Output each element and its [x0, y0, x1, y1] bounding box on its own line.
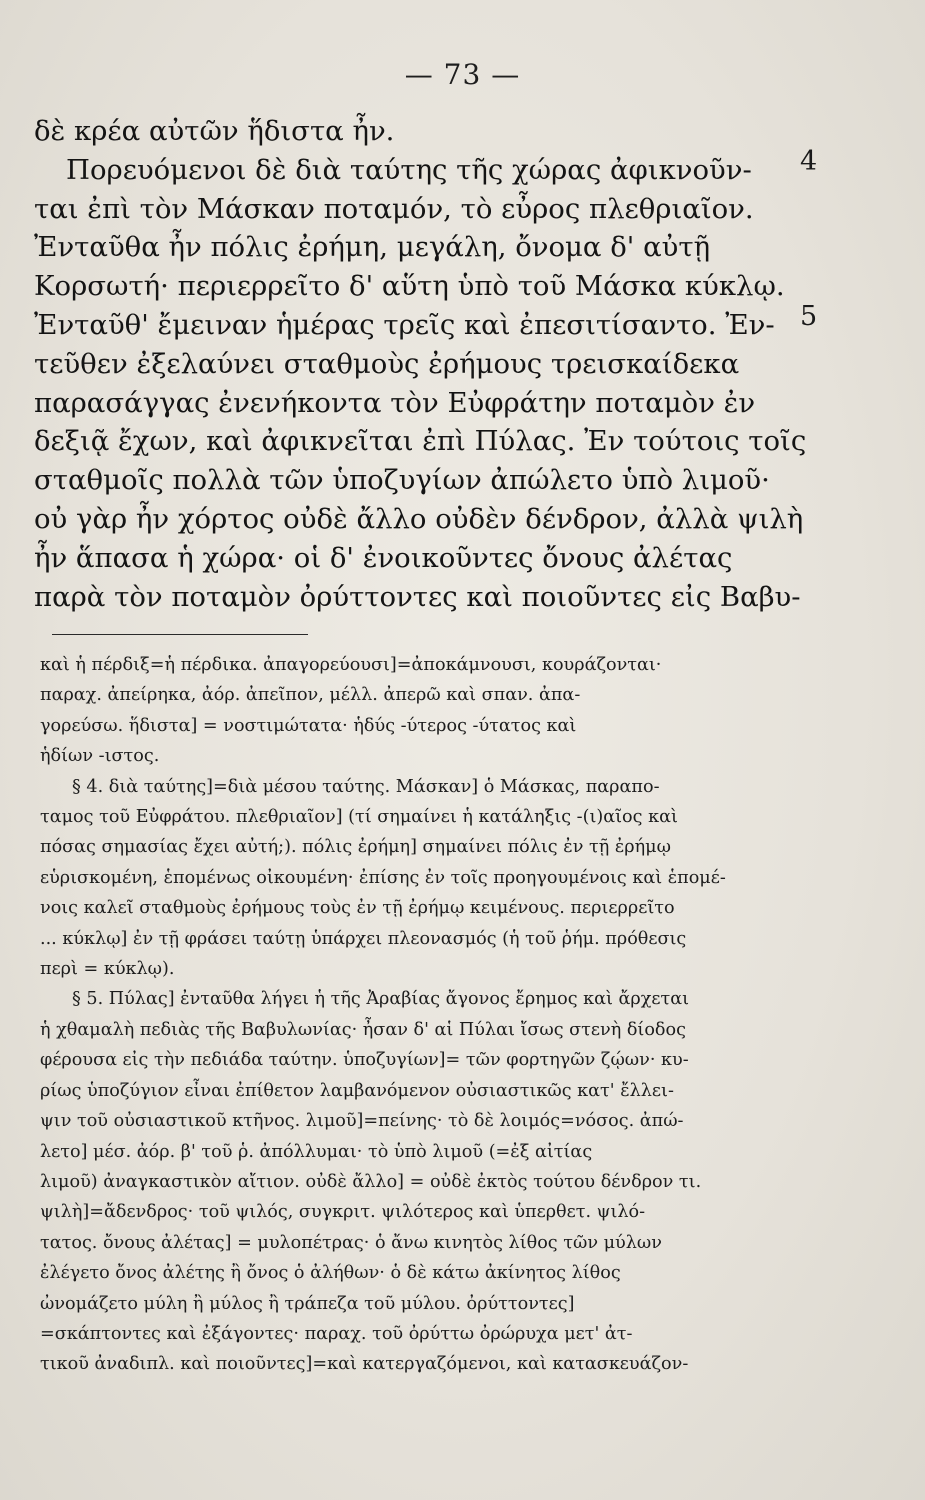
main-line: ται ἐπὶ τὸν Μάσκαν ποταμόν, τὸ εὖρος πλεθριαῖον.: [34, 192, 754, 225]
note-line: λιμοῦ) ἀναγκαστικὸν αἴτιον. οὐδὲ ἄλλο] = οὐδὲ ἐκτὸς τούτου δένδρον τι.: [40, 1171, 702, 1192]
page-number: — 73 —: [404, 58, 521, 91]
note-line: ἡδίων -ιστος.: [40, 746, 160, 767]
main-line: σταθμοῖς πολλὰ τῶν ὑποζυγίων ἀπώλετο ὑπὸ λιμοῦ·: [34, 464, 770, 497]
main-line: παρὰ τὸν ποταμὸν ὀρύττοντες καὶ ποιοῦντες εἰς Βαβυ-: [34, 580, 801, 613]
main-line: Ἐνταῦθα ἦν πόλις ἐρήμη, μεγάλη, ὄνομα δ' αὐτῇ: [34, 231, 711, 264]
main-line: τεῦθεν ἐξελαύνει σταθμοὺς ἐρήμους τρεισκαίδεκα: [34, 347, 740, 380]
note-line: ὠνομάζετο μύλη ἢ μύλος ἢ τράπεζα τοῦ μύλου. ὀρύττοντες]: [40, 1293, 575, 1314]
commentary-notes: [40, 650, 860, 1380]
note-line: λετο] μέσ. ἀόρ. β' τοῦ ῥ. ἀπόλλυμαι· τὸ ὑπὸ λιμοῦ (=ἐξ αἰτίας: [40, 1141, 593, 1162]
main-line: οὐ γὰρ ἦν χόρτος οὐδὲ ἄλλο οὐδὲν δένδρον, ἀλλὰ ψιλὴ: [34, 502, 804, 535]
note-line: ρίως ὑποζύγιον εἶναι ἐπίθετον λαμβανόμενον οὐσιαστικῶς κατ' ἔλλει-: [40, 1080, 674, 1101]
main-line: παρασάγγας ἐνενήκοντα τὸν Εὐφράτην ποταμὸν ἐν: [34, 386, 756, 419]
note-line: καὶ ἡ πέρδιξ=ἡ πέρδικα. ἀπαγορεύουσι]=ἀποκάμνουσι, κουράζονται·: [40, 655, 662, 675]
main-line: Ἐνταῦθ' ἔμειναν ἡμέρας τρεῖς καὶ ἐπεσιτίσαντο. Ἐν-: [34, 308, 775, 341]
note-line: πόσας σημασίας ἔχει αὐτή;). πόλις ἐρήμη] σημαίνει πόλις ἐν τῇ ἐρήμῳ: [40, 837, 671, 858]
note-line: § 5. Πύλας] ἐνταῦθα λήγει ἡ τῆς Ἀραβίας ἄγονος ἔρημος καὶ ἄρχεται: [72, 989, 690, 1010]
note-line: ... κύκλῳ] ἐν τῇ φράσει ταύτῃ ὑπάρχει πλεονασμός (ἡ τοῦ ῥήμ. πρόθεσις: [40, 928, 687, 949]
note-line: τατος. ὄνους ἀλέτας] = μυλοπέτρας· ὁ ἄνω κινητὸς λίθος τῶν μύλων: [40, 1232, 662, 1253]
main-line: ἦν ἅπασα ἡ χώρα· οἱ δ' ἐνοικοῦντες ὄνους ἀλέτας: [34, 541, 733, 574]
main-line: δεξιᾷ ἔχων, καὶ ἀφικνεῖται ἐπὶ Πύλας. Ἐν τούτοις τοῖς: [34, 425, 807, 458]
main-line: δὲ κρέα αὐτῶν ἥδιστα ἦν.: [34, 115, 395, 147]
main-line: Κορσωτή· περιερρεῖτο δ' αὕτη ὑπὸ τοῦ Μάσκα κύκλῳ.: [34, 270, 785, 303]
main-text: [34, 112, 807, 616]
note-line: ἐλέγετο ὄνος ἀλέτης ἢ ὄνος ὁ ἀλήθων· ὁ δὲ κάτω ἀκίνητος λίθος: [40, 1263, 621, 1284]
note-line: περὶ = κύκλῳ).: [40, 959, 175, 980]
note-line: νοις καλεῖ σταθμοὺς ἐρήμους τοὺς ἐν τῇ ἐρήμῳ κειμένους. περιερρεῖτο: [40, 898, 675, 919]
note-line: ταμος τοῦ Εὐφράτου. πλεθριαῖον] (τί σημαίνει ἡ κατάληξις -(ι)αῖος καὶ: [40, 807, 678, 828]
margin-line-number: 5: [800, 301, 818, 332]
note-line: ἡ χθαμαλὴ πεδιὰς τῆς Βαβυλωνίας· ἦσαν δ' αἱ Πύλαι ἴσως στενὴ δίοδος: [40, 1019, 686, 1040]
note-line: εὑρισκομένη, ἑπομένως οἰκουμένη· ἐπίσης ἐν τοῖς προηγουμένοις καὶ ἑπομέ-: [40, 867, 726, 888]
note-line: τικοῦ ἀναδιπλ. καὶ ποιοῦντες]=καὶ κατεργαζόμενοι, καὶ κατασκευάζον-: [40, 1354, 689, 1375]
note-line: =σκάπτοντες καὶ ἐξάγοντες· παραχ. τοῦ ὀρύττω ὀρώρυχα μετ' ἀτ-: [40, 1323, 633, 1344]
note-line: φέρουσα εἰς τὴν πεδιάδα ταύτην. ὑποζυγίων]= τῶν φορτηγῶν ζῴων· κυ-: [40, 1050, 689, 1071]
note-line: ψιλὴ]=ἄδενδρος· τοῦ ψιλός, συγκριτ. ψιλότερος καὶ ὑπερθετ. ψιλό-: [40, 1202, 646, 1223]
margin-line-number: 4: [800, 146, 818, 177]
note-line: ψιν τοῦ οὐσιαστικοῦ κτῆνος. λιμοῦ]=πείνης· τὸ δὲ λοιμός=νόσος. ἀπώ-: [40, 1111, 684, 1132]
note-line: γορεύσω. ἥδιστα] = νοστιμώτατα· ἡδύς -ύτερος -ύτατος καὶ: [40, 715, 577, 736]
note-line: § 4. διὰ ταύτης]=διὰ μέσου ταύτης. Μάσκαν] ὁ Μάσκας, παραπο-: [72, 776, 660, 797]
footnote-divider: [52, 634, 308, 635]
note-line: παραχ. ἀπείρηκα, ἀόρ. ἀπεῖπον, μέλλ. ἀπερῶ καὶ σπαν. ἀπα-: [40, 685, 581, 706]
main-line: Πορευόμενοι δὲ διὰ ταύτης τῆς χώρας ἀφικνοῦν-: [66, 153, 752, 186]
